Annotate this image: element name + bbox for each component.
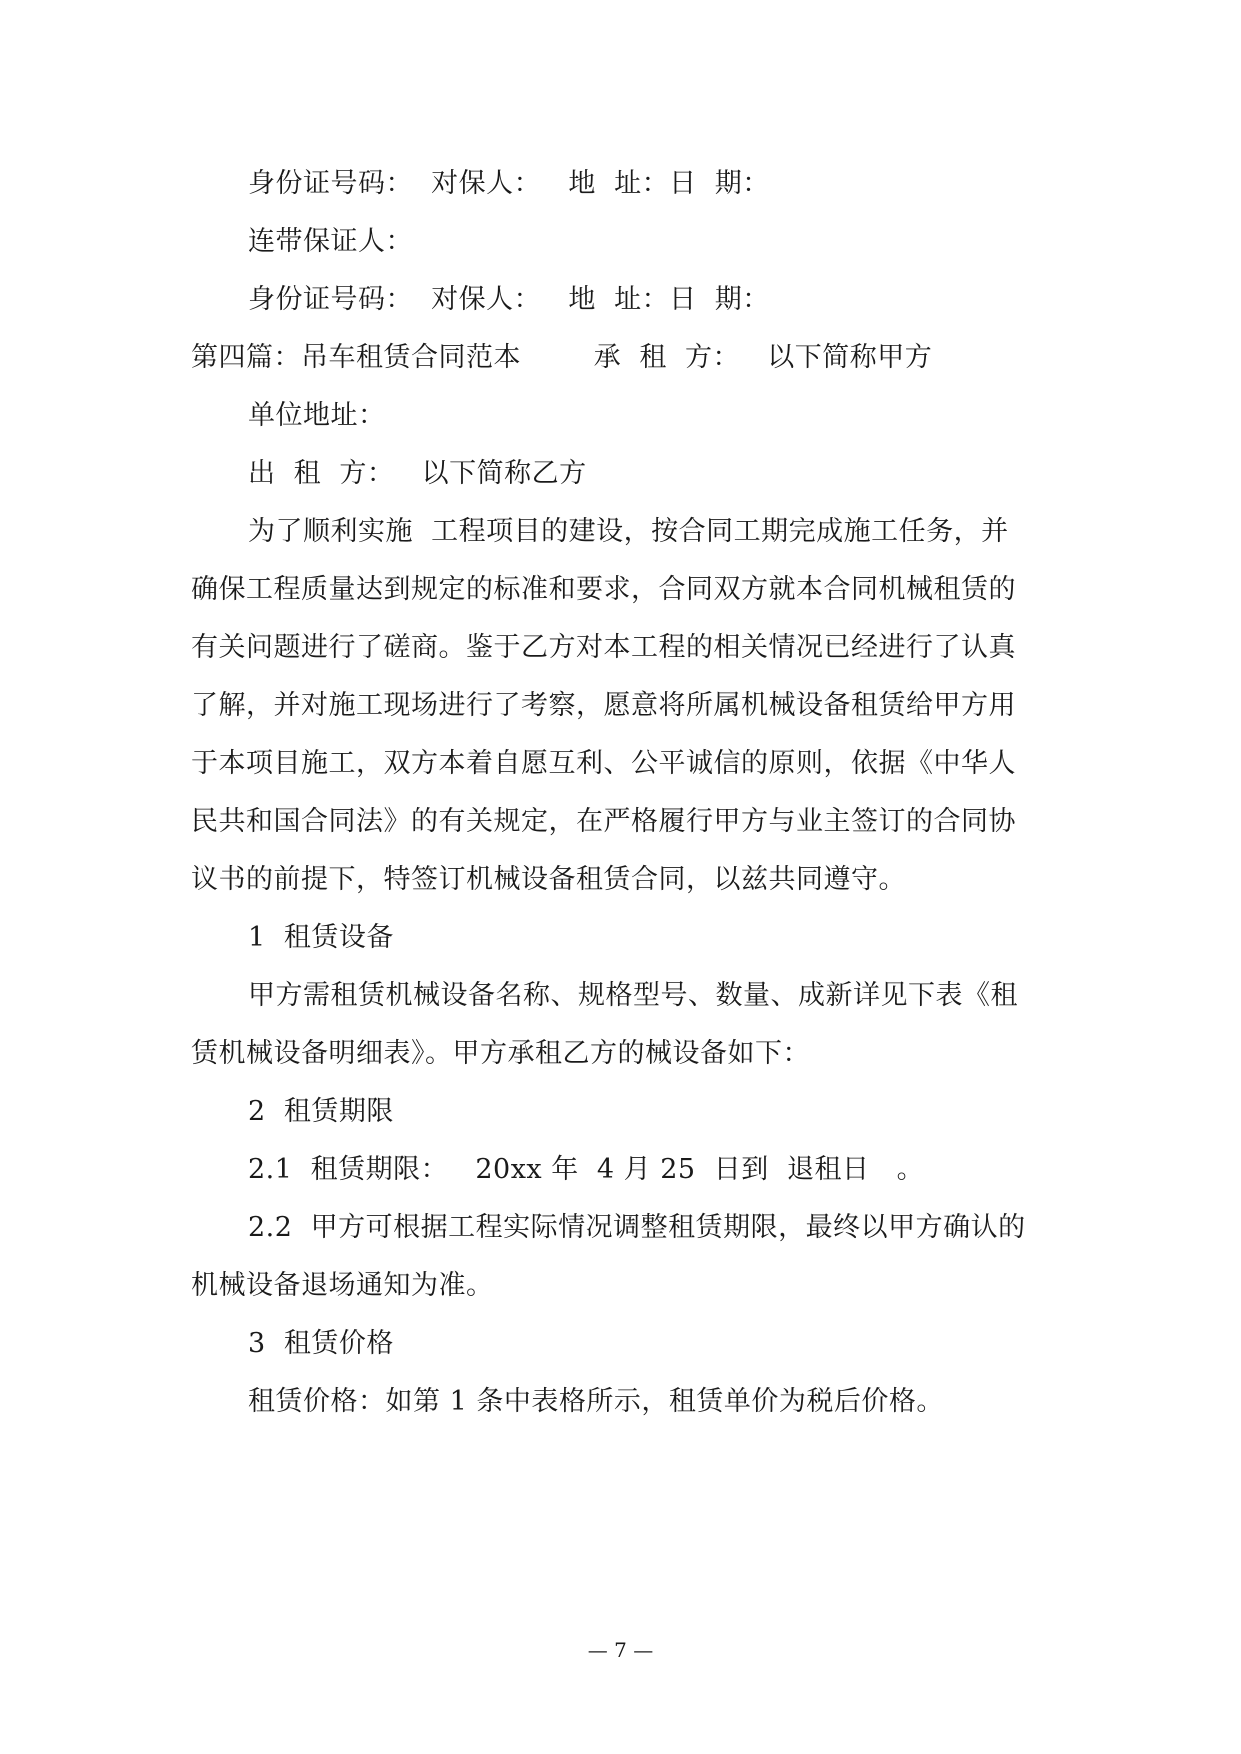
paragraph-line: 议书的前提下，特签订机械设备租赁合同，以兹共同遵守。 — [191, 864, 906, 895]
paragraph-line: 为了顺利实施 工程项目的建设，按合同工期完成施工任务，并 — [248, 516, 1009, 547]
paragraph-line: 有关问题进行了磋商。鉴于乙方对本工程的相关情况已经进行了认真 — [191, 632, 1016, 663]
paragraph-line: 租赁价格：如第 1 条中表格所示，租赁单价为税后价格。 — [248, 1386, 944, 1417]
text-line: 连带保证人： — [248, 226, 413, 257]
text-line: 身份证号码： 对保人： 地 址：日 期： — [248, 168, 770, 199]
paragraph-line: 2.1 租赁期限： 20xx 年 4 月 25 日到 退租日 。 — [248, 1154, 925, 1185]
clause-heading: 3 租赁价格 — [248, 1328, 394, 1359]
paragraph-line: 甲方需租赁机械设备名称、规格型号、数量、成新详见下表《租 — [248, 980, 1018, 1011]
page-number: — 7 — — [587, 1638, 654, 1662]
paragraph-line: 于本项目施工，双方本着自愿互利、公平诚信的原则，依据《中华人 — [191, 748, 1016, 779]
paragraph-line: 2.2 甲方可根据工程实际情况调整租赁期限，最终以甲方确认的 — [248, 1212, 1026, 1243]
paragraph-line: 机械设备退场通知为准。 — [191, 1270, 494, 1301]
paragraph-line: 确保工程质量达到规定的标准和要求，合同双方就本合同机械租赁的 — [191, 574, 1016, 605]
text-line: 出 租 方： 以下简称乙方 — [248, 458, 587, 489]
paragraph-line: 民共和国合同法》的有关规定，在严格履行甲方与业主签订的合同协 — [191, 806, 1016, 837]
section-heading: 第四篇：吊车租赁合同范本 承 租 方： 以下简称甲方 — [191, 342, 933, 373]
text-line: 身份证号码： 对保人： 地 址：日 期： — [248, 284, 770, 315]
clause-heading: 2 租赁期限 — [248, 1096, 394, 1127]
paragraph-line: 了解，并对施工现场进行了考察，愿意将所属机械设备租赁给甲方用 — [191, 690, 1016, 721]
clause-heading: 1 租赁设备 — [248, 922, 394, 953]
text-line: 单位地址： — [248, 400, 386, 431]
paragraph-line: 赁机械设备明细表》。甲方承租乙方的械设备如下： — [191, 1038, 810, 1069]
